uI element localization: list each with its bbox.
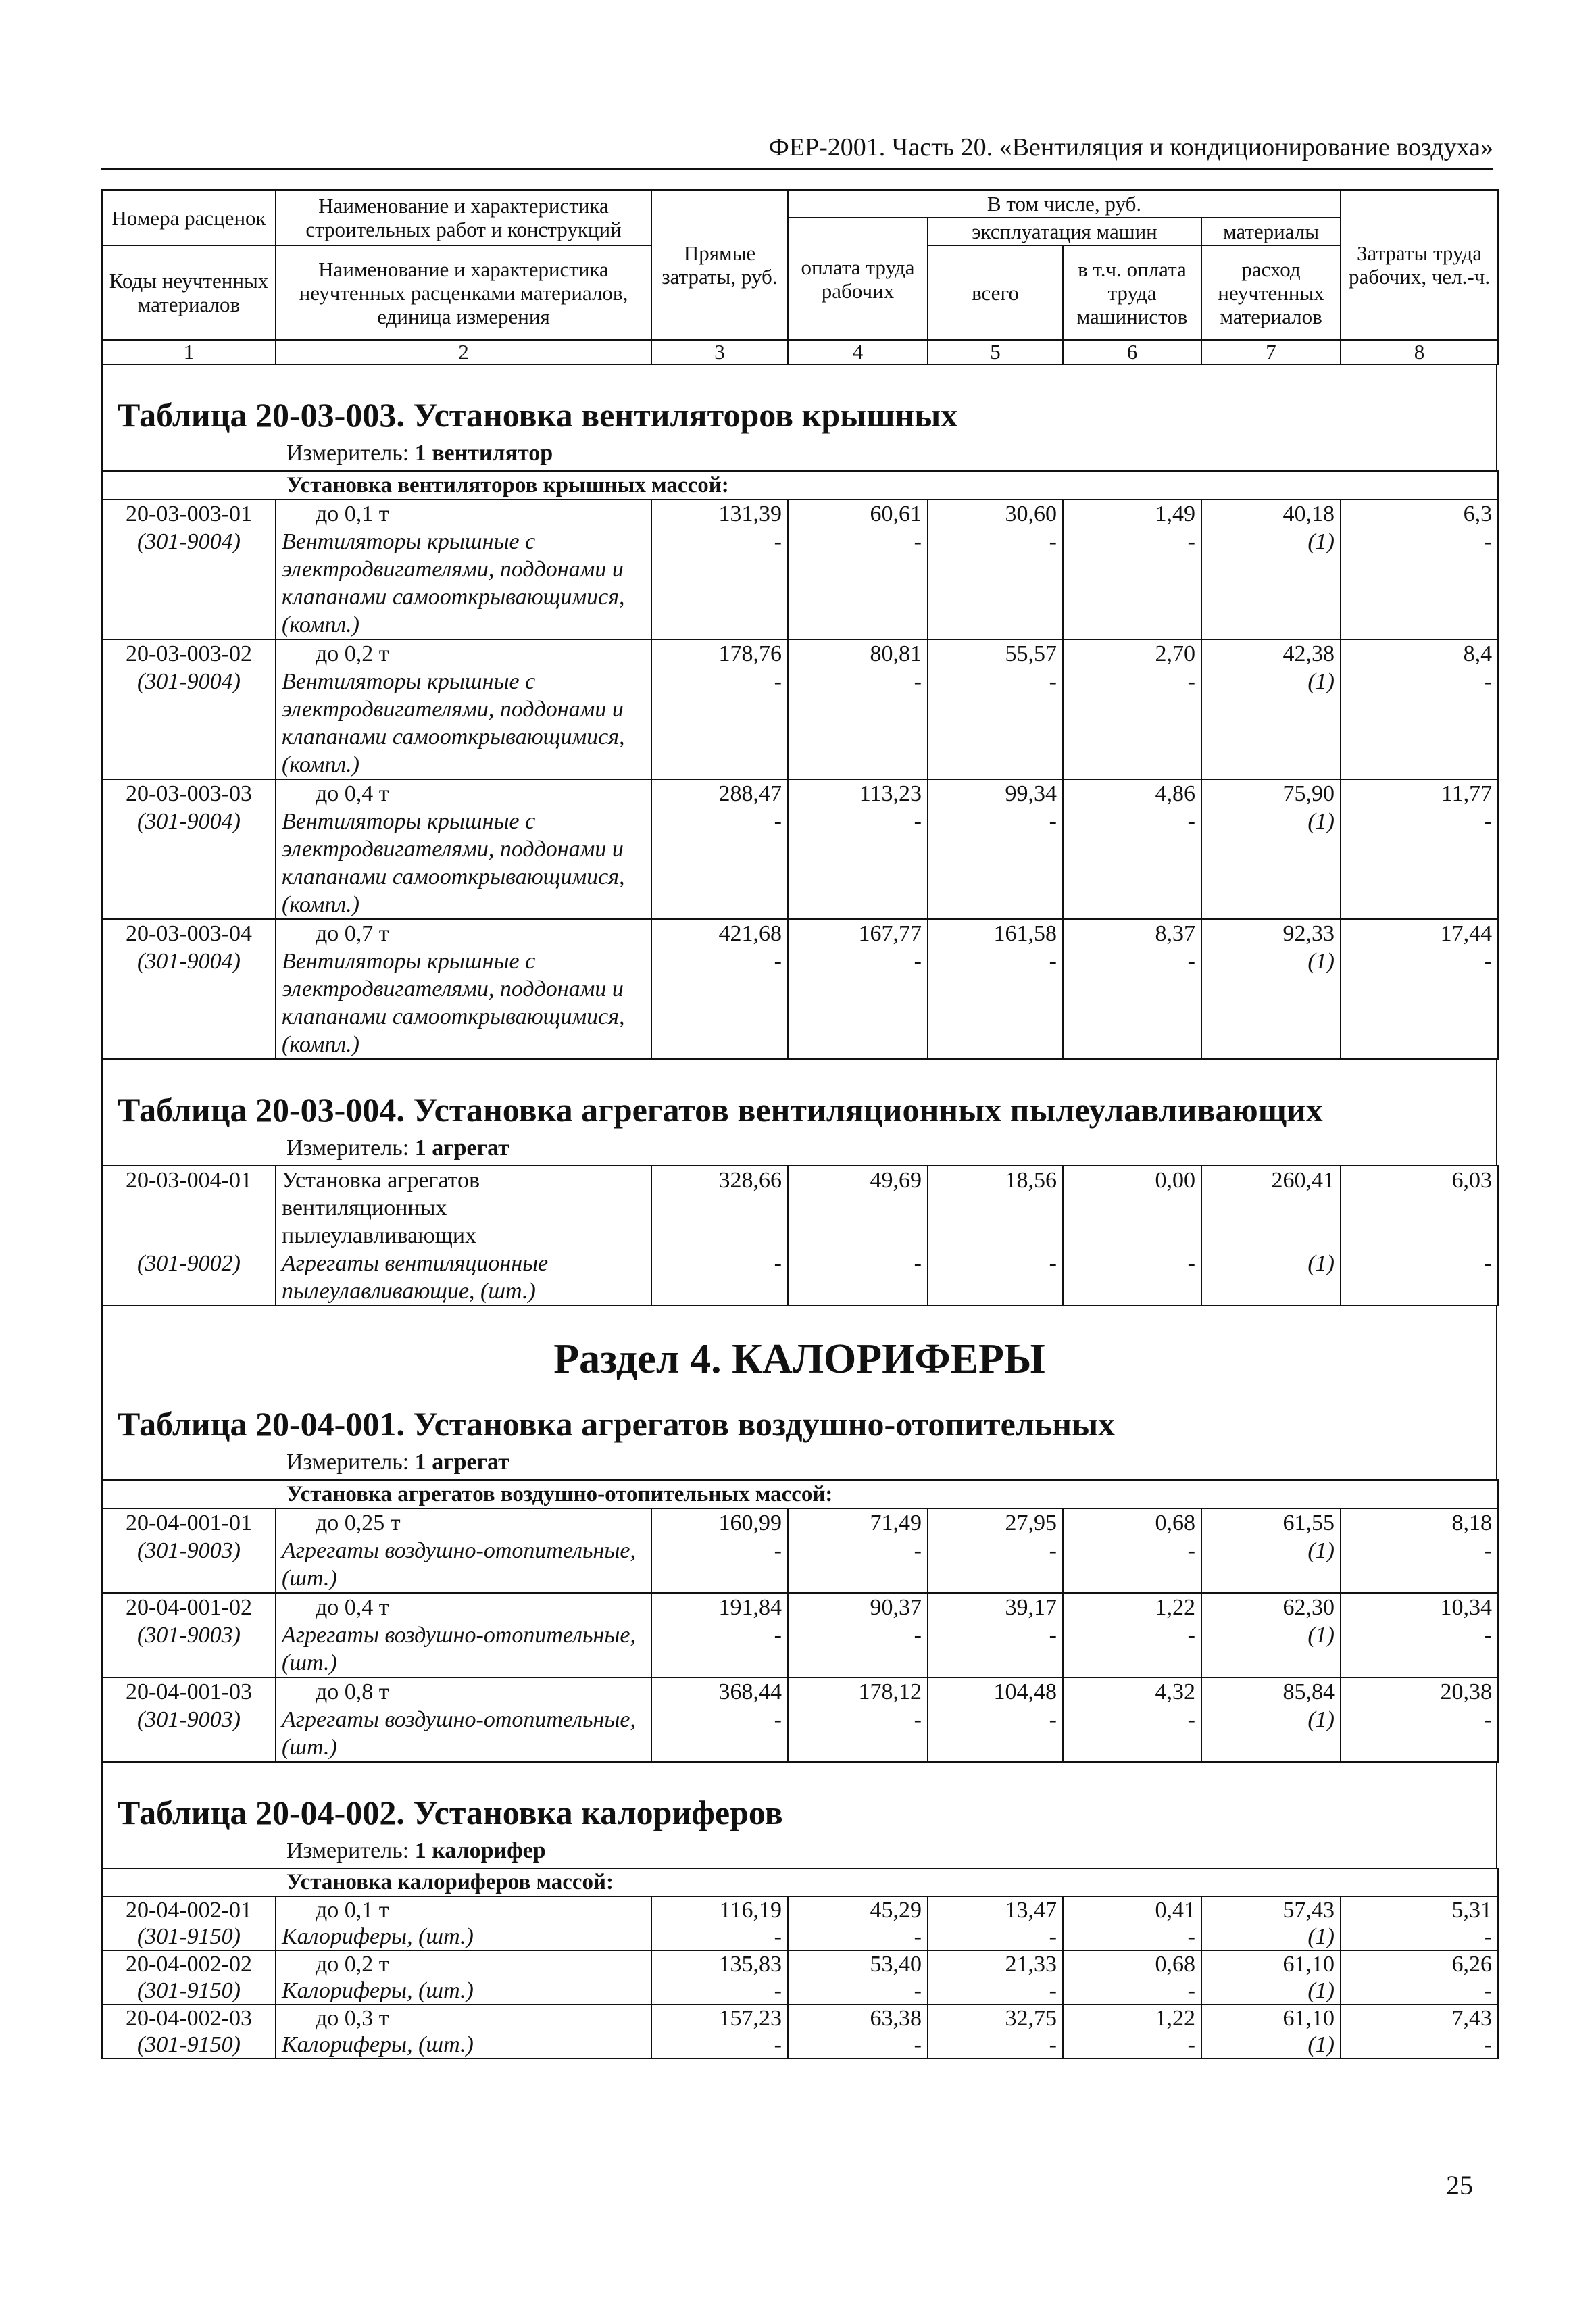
- rate-value: 8,4: [1341, 639, 1498, 668]
- rate-name: до 0,1 т: [276, 1896, 651, 1923]
- rate-value: 18,56: [928, 1166, 1063, 1250]
- page-number: 25: [1446, 2170, 1473, 2200]
- page-header: ФЕР-2001. Часть 20. «Вентиляция и кондиционирование воздуха»: [101, 128, 1493, 170]
- dash: -: [928, 1250, 1063, 1306]
- header-machines-total: всего: [928, 245, 1063, 340]
- header-codes-top: Номера расценок: [102, 190, 276, 245]
- material-qty: (1): [1201, 1923, 1341, 1950]
- rate-value: 1,22: [1063, 1593, 1201, 1621]
- rate-value: 55,57: [928, 639, 1063, 668]
- rate-value: 160,99: [651, 1508, 788, 1537]
- dash: -: [1063, 528, 1201, 639]
- rate-code: 20-03-003-03: [102, 779, 276, 808]
- rate-code: 20-03-003-02: [102, 639, 276, 668]
- dash: -: [788, 528, 928, 639]
- dash: -: [651, 947, 788, 1059]
- rates-table: [101, 1165, 1499, 1306]
- material-row: [102, 1923, 1498, 1950]
- rate-value: 17,44: [1341, 919, 1498, 947]
- column-number: 8: [1341, 340, 1498, 364]
- dash: -: [651, 1621, 788, 1677]
- dash: -: [651, 1706, 788, 1762]
- rate-value: 288,47: [651, 779, 788, 808]
- rate-code: 20-03-003-01: [102, 499, 276, 528]
- rate-name: Установка агрегатов вентиляционных пылеулавливающих: [276, 1166, 651, 1250]
- rate-value: 421,68: [651, 919, 788, 947]
- rate-code: 20-04-002-03: [102, 2004, 276, 2032]
- rate-value: 75,90: [1201, 779, 1341, 808]
- material-name: Агрегаты воздушно-отопительные, (шт.): [276, 1621, 651, 1677]
- material-name: Вентиляторы крышные с электродвигателями, поддонами и клапанами самооткрывающимися, (компл.): [276, 528, 651, 639]
- dash: -: [928, 1923, 1063, 1950]
- dash: -: [1063, 808, 1201, 919]
- rate-row-main: [102, 2004, 1498, 2032]
- material-qty: (1): [1201, 668, 1341, 779]
- dash: -: [1341, 668, 1498, 779]
- rate-row-main: [102, 1950, 1498, 1977]
- rate-value: 63,38: [788, 2004, 928, 2032]
- material-name: Калориферы, (шт.): [276, 2032, 651, 2059]
- table-block-title: [101, 365, 1497, 470]
- material-qty: (1): [1201, 2032, 1341, 2059]
- rate-code: 20-03-004-01: [102, 1166, 276, 1250]
- rate-row-main: [102, 1677, 1498, 1706]
- dash: -: [1341, 1621, 1498, 1677]
- rate-value: 45,29: [788, 1896, 928, 1923]
- rate-value: 85,84: [1201, 1677, 1341, 1706]
- column-number: 3: [651, 340, 788, 364]
- material-code: (301-9150): [102, 2032, 276, 2059]
- dash: -: [1341, 1250, 1498, 1306]
- rate-value: 57,43: [1201, 1896, 1341, 1923]
- rate-value: 1,22: [1063, 2004, 1201, 2032]
- rate-row-main: [102, 1166, 1498, 1250]
- section-block: [101, 1306, 1497, 1479]
- dash: -: [1341, 1923, 1498, 1950]
- rate-name: до 0,2 т: [276, 639, 651, 668]
- rate-value: 30,60: [928, 499, 1063, 528]
- rate-name: до 0,3 т: [276, 2004, 651, 2032]
- rate-name: до 0,4 т: [276, 779, 651, 808]
- dash: -: [1341, 2032, 1498, 2059]
- rate-name: до 0,8 т: [276, 1677, 651, 1706]
- rate-name: до 0,4 т: [276, 1593, 651, 1621]
- dash: -: [788, 1706, 928, 1762]
- rate-value: 113,23: [788, 779, 928, 808]
- material-qty: (1): [1201, 1537, 1341, 1593]
- material-code: (301-9003): [102, 1621, 276, 1677]
- dash: -: [788, 1923, 928, 1950]
- header-materials-usage: расход неучтенных материалов: [1201, 245, 1341, 340]
- rate-value: 20,38: [1341, 1677, 1498, 1706]
- rate-value: 53,40: [788, 1950, 928, 1977]
- dash: -: [788, 947, 928, 1059]
- measure-line: Измеритель: 1 агрегат: [286, 1450, 509, 1475]
- rate-row-main: [102, 779, 1498, 808]
- rate-value: 157,23: [651, 2004, 788, 2032]
- rate-value: 80,81: [788, 639, 928, 668]
- material-row: [102, 808, 1498, 919]
- dash: -: [788, 1621, 928, 1677]
- rate-value: 0,68: [1063, 1508, 1201, 1537]
- material-code: (301-9003): [102, 1706, 276, 1762]
- table-block-title: [101, 1763, 1497, 1868]
- rate-row-main: [102, 639, 1498, 668]
- rate-value: 10,34: [1341, 1593, 1498, 1621]
- subheader: Установка агрегатов воздушно-отопительных массой:: [102, 1480, 1498, 1508]
- material-qty: (1): [1201, 1621, 1341, 1677]
- rate-value: 27,95: [928, 1508, 1063, 1537]
- column-number: 6: [1063, 340, 1201, 364]
- dash: -: [788, 1537, 928, 1593]
- rate-value: 4,86: [1063, 779, 1201, 808]
- dash: -: [788, 808, 928, 919]
- dash: -: [1063, 1250, 1201, 1306]
- rate-value: 178,76: [651, 639, 788, 668]
- dash: -: [1341, 947, 1498, 1059]
- dash: -: [651, 668, 788, 779]
- header-labor-pay: оплата труда рабочих: [788, 218, 928, 340]
- subheader: Установка вентиляторов крышных массой:: [102, 471, 1498, 499]
- rate-code: 20-04-002-02: [102, 1950, 276, 1977]
- dash: -: [788, 2032, 928, 2059]
- rate-value: 5,31: [1341, 1896, 1498, 1923]
- rate-code: 20-03-003-04: [102, 919, 276, 947]
- dash: -: [1063, 668, 1201, 779]
- rate-row-main: [102, 1896, 1498, 1923]
- dash: -: [1063, 2032, 1201, 2059]
- dash: -: [928, 1621, 1063, 1677]
- material-row: [102, 1250, 1498, 1306]
- rate-value: 21,33: [928, 1950, 1063, 1977]
- rates-table: [101, 1479, 1499, 1763]
- rate-name: до 0,1 т: [276, 499, 651, 528]
- column-number: 4: [788, 340, 928, 364]
- dash: -: [1341, 528, 1498, 639]
- material-qty: (1): [1201, 528, 1341, 639]
- column-header-table: [101, 189, 1499, 365]
- rate-value: 131,39: [651, 499, 788, 528]
- rate-value: 40,18: [1201, 499, 1341, 528]
- rate-name: до 0,7 т: [276, 919, 651, 947]
- rate-value: 1,49: [1063, 499, 1201, 528]
- dash: -: [1341, 808, 1498, 919]
- rate-value: 39,17: [928, 1593, 1063, 1621]
- dash: -: [651, 1537, 788, 1593]
- rates-table: [101, 1868, 1499, 2059]
- rate-code: 20-04-001-01: [102, 1508, 276, 1537]
- rate-value: 4,32: [1063, 1677, 1201, 1706]
- dash: -: [788, 668, 928, 779]
- material-qty: (1): [1201, 1250, 1341, 1306]
- rate-value: 8,18: [1341, 1508, 1498, 1537]
- material-name: Калориферы, (шт.): [276, 1977, 651, 2004]
- material-code: (301-9003): [102, 1537, 276, 1593]
- rate-value: 260,41: [1201, 1166, 1341, 1250]
- rate-value: 61,55: [1201, 1508, 1341, 1537]
- material-qty: (1): [1201, 1706, 1341, 1762]
- material-name: Вентиляторы крышные с электродвигателями, поддонами и клапанами самооткрывающимися, (компл.): [276, 668, 651, 779]
- dash: -: [651, 808, 788, 919]
- rate-code: 20-04-001-02: [102, 1593, 276, 1621]
- rate-value: 6,3: [1341, 499, 1498, 528]
- material-code: (301-9002): [102, 1250, 276, 1306]
- rate-value: 8,37: [1063, 919, 1201, 947]
- rate-row-main: [102, 1593, 1498, 1621]
- table-title: Таблица 20-03-004. Установка агрегатов вентиляционных пылеулавливающих: [118, 1091, 1323, 1129]
- rate-value: 368,44: [651, 1677, 788, 1706]
- rate-code: 20-04-001-03: [102, 1677, 276, 1706]
- material-name: Калориферы, (шт.): [276, 1923, 651, 1950]
- header-including: В том числе, руб.: [788, 190, 1341, 218]
- measure-line: Измеритель: 1 вентилятор: [286, 441, 553, 466]
- rates-table: [101, 470, 1499, 1060]
- table-block-title: [101, 1060, 1497, 1165]
- header-names-bottom: Наименование и характеристика неучтенных расценками материалов, единица измерения: [276, 245, 651, 340]
- rate-value: 49,69: [788, 1166, 928, 1250]
- subheader: Установка калориферов массой:: [102, 1869, 1498, 1896]
- dash: -: [651, 1250, 788, 1306]
- rate-code: 20-04-002-01: [102, 1896, 276, 1923]
- material-row: [102, 668, 1498, 779]
- dash: -: [1063, 1923, 1201, 1950]
- dash: -: [651, 2032, 788, 2059]
- material-row: [102, 2032, 1498, 2059]
- dash: -: [928, 2032, 1063, 2059]
- rate-value: 92,33: [1201, 919, 1341, 947]
- rate-value: 60,61: [788, 499, 928, 528]
- dash: -: [1341, 1977, 1498, 2004]
- dash: -: [928, 1537, 1063, 1593]
- header-direct-costs: Прямые затраты, руб.: [651, 190, 788, 340]
- table-title: Таблица 20-04-001. Установка агрегатов воздушно-отопительных: [118, 1405, 1116, 1443]
- material-code: (301-9004): [102, 947, 276, 1059]
- rate-value: 61,10: [1201, 2004, 1341, 2032]
- dash: -: [928, 1706, 1063, 1762]
- rate-row-main: [102, 919, 1498, 947]
- rate-row-main: [102, 499, 1498, 528]
- rate-value: 42,38: [1201, 639, 1341, 668]
- material-name: Агрегаты вентиляционные пылеулавливающие, (шт.): [276, 1250, 651, 1306]
- material-name: Агрегаты воздушно-отопительные, (шт.): [276, 1706, 651, 1762]
- dash: -: [651, 1977, 788, 2004]
- measure-line: Измеритель: 1 калорифер: [286, 1838, 546, 1863]
- header-names-top: Наименование и характеристика строительных работ и конструкций: [276, 190, 651, 245]
- material-qty: (1): [1201, 947, 1341, 1059]
- rate-value: 32,75: [928, 2004, 1063, 2032]
- rate-value: 191,84: [651, 1593, 788, 1621]
- material-qty: (1): [1201, 808, 1341, 919]
- dash: -: [1063, 1537, 1201, 1593]
- dash: -: [928, 1977, 1063, 2004]
- column-number: 2: [276, 340, 651, 364]
- measure-line: Измеритель: 1 агрегат: [286, 1135, 509, 1160]
- material-code: (301-9004): [102, 528, 276, 639]
- rate-value: 71,49: [788, 1508, 928, 1537]
- material-row: [102, 1706, 1498, 1762]
- rate-name: до 0,25 т: [276, 1508, 651, 1537]
- rate-value: 0,68: [1063, 1950, 1201, 1977]
- material-name: Агрегаты воздушно-отопительные, (шт.): [276, 1537, 651, 1593]
- header-materials: материалы: [1201, 218, 1341, 245]
- rate-value: 104,48: [928, 1677, 1063, 1706]
- section-title: Раздел 4. КАЛОРИФЕРЫ: [553, 1336, 1045, 1382]
- rate-value: 328,66: [651, 1166, 788, 1250]
- rate-value: 6,26: [1341, 1950, 1498, 1977]
- table-title: Таблица 20-03-003. Установка вентиляторов крышных: [118, 396, 958, 434]
- rate-value: 11,77: [1341, 779, 1498, 808]
- material-row: [102, 947, 1498, 1059]
- material-row: [102, 528, 1498, 639]
- rate-value: 116,19: [651, 1896, 788, 1923]
- rate-value: 2,70: [1063, 639, 1201, 668]
- material-code: (301-9004): [102, 668, 276, 779]
- dash: -: [651, 1923, 788, 1950]
- header-operators-pay: в т.ч. оплата труда машинистов: [1063, 245, 1201, 340]
- dash: -: [1063, 1706, 1201, 1762]
- material-row: [102, 1621, 1498, 1677]
- rate-value: 62,30: [1201, 1593, 1341, 1621]
- table-title: Таблица 20-04-002. Установка калориферов: [118, 1794, 783, 1831]
- rate-value: 0,41: [1063, 1896, 1201, 1923]
- material-code: (301-9150): [102, 1977, 276, 2004]
- material-row: [102, 1537, 1498, 1593]
- dash: -: [1063, 1977, 1201, 2004]
- dash: -: [788, 1977, 928, 2004]
- dash: -: [928, 947, 1063, 1059]
- column-number: 5: [928, 340, 1063, 364]
- material-qty: (1): [1201, 1977, 1341, 2004]
- rate-value: 178,12: [788, 1677, 928, 1706]
- dash: -: [928, 808, 1063, 919]
- rate-value: 0,00: [1063, 1166, 1201, 1250]
- rate-value: 7,43: [1341, 2004, 1498, 2032]
- material-code: (301-9004): [102, 808, 276, 919]
- rate-value: 161,58: [928, 919, 1063, 947]
- rate-value: 6,03: [1341, 1166, 1498, 1250]
- dash: -: [651, 528, 788, 639]
- dash: -: [1341, 1706, 1498, 1762]
- rate-value: 90,37: [788, 1593, 928, 1621]
- material-code: (301-9150): [102, 1923, 276, 1950]
- header-codes-bottom: Коды неучтенных материалов: [102, 245, 276, 340]
- column-number: 7: [1201, 340, 1341, 364]
- rate-value: 135,83: [651, 1950, 788, 1977]
- material-name: Вентиляторы крышные с электродвигателями, поддонами и клапанами самооткрывающимися, (компл.): [276, 808, 651, 919]
- rate-value: 61,10: [1201, 1950, 1341, 1977]
- dash: -: [928, 668, 1063, 779]
- column-number: 1: [102, 340, 276, 364]
- dash: -: [1063, 947, 1201, 1059]
- dash: -: [928, 528, 1063, 639]
- dash: -: [1063, 1621, 1201, 1677]
- rate-row-main: [102, 1508, 1498, 1537]
- material-row: [102, 1977, 1498, 2004]
- dash: -: [788, 1250, 928, 1306]
- document-body: [101, 189, 1497, 2059]
- rate-value: 167,77: [788, 919, 928, 947]
- rate-name: до 0,2 т: [276, 1950, 651, 1977]
- rate-value: 99,34: [928, 779, 1063, 808]
- rate-value: 13,47: [928, 1896, 1063, 1923]
- header-labor-hours: Затраты труда рабочих, чел.-ч.: [1341, 190, 1498, 340]
- material-name: Вентиляторы крышные с электродвигателями, поддонами и клапанами самооткрывающимися, (компл.): [276, 947, 651, 1059]
- dash: -: [1341, 1537, 1498, 1593]
- header-machines: эксплуатация машин: [928, 218, 1201, 245]
